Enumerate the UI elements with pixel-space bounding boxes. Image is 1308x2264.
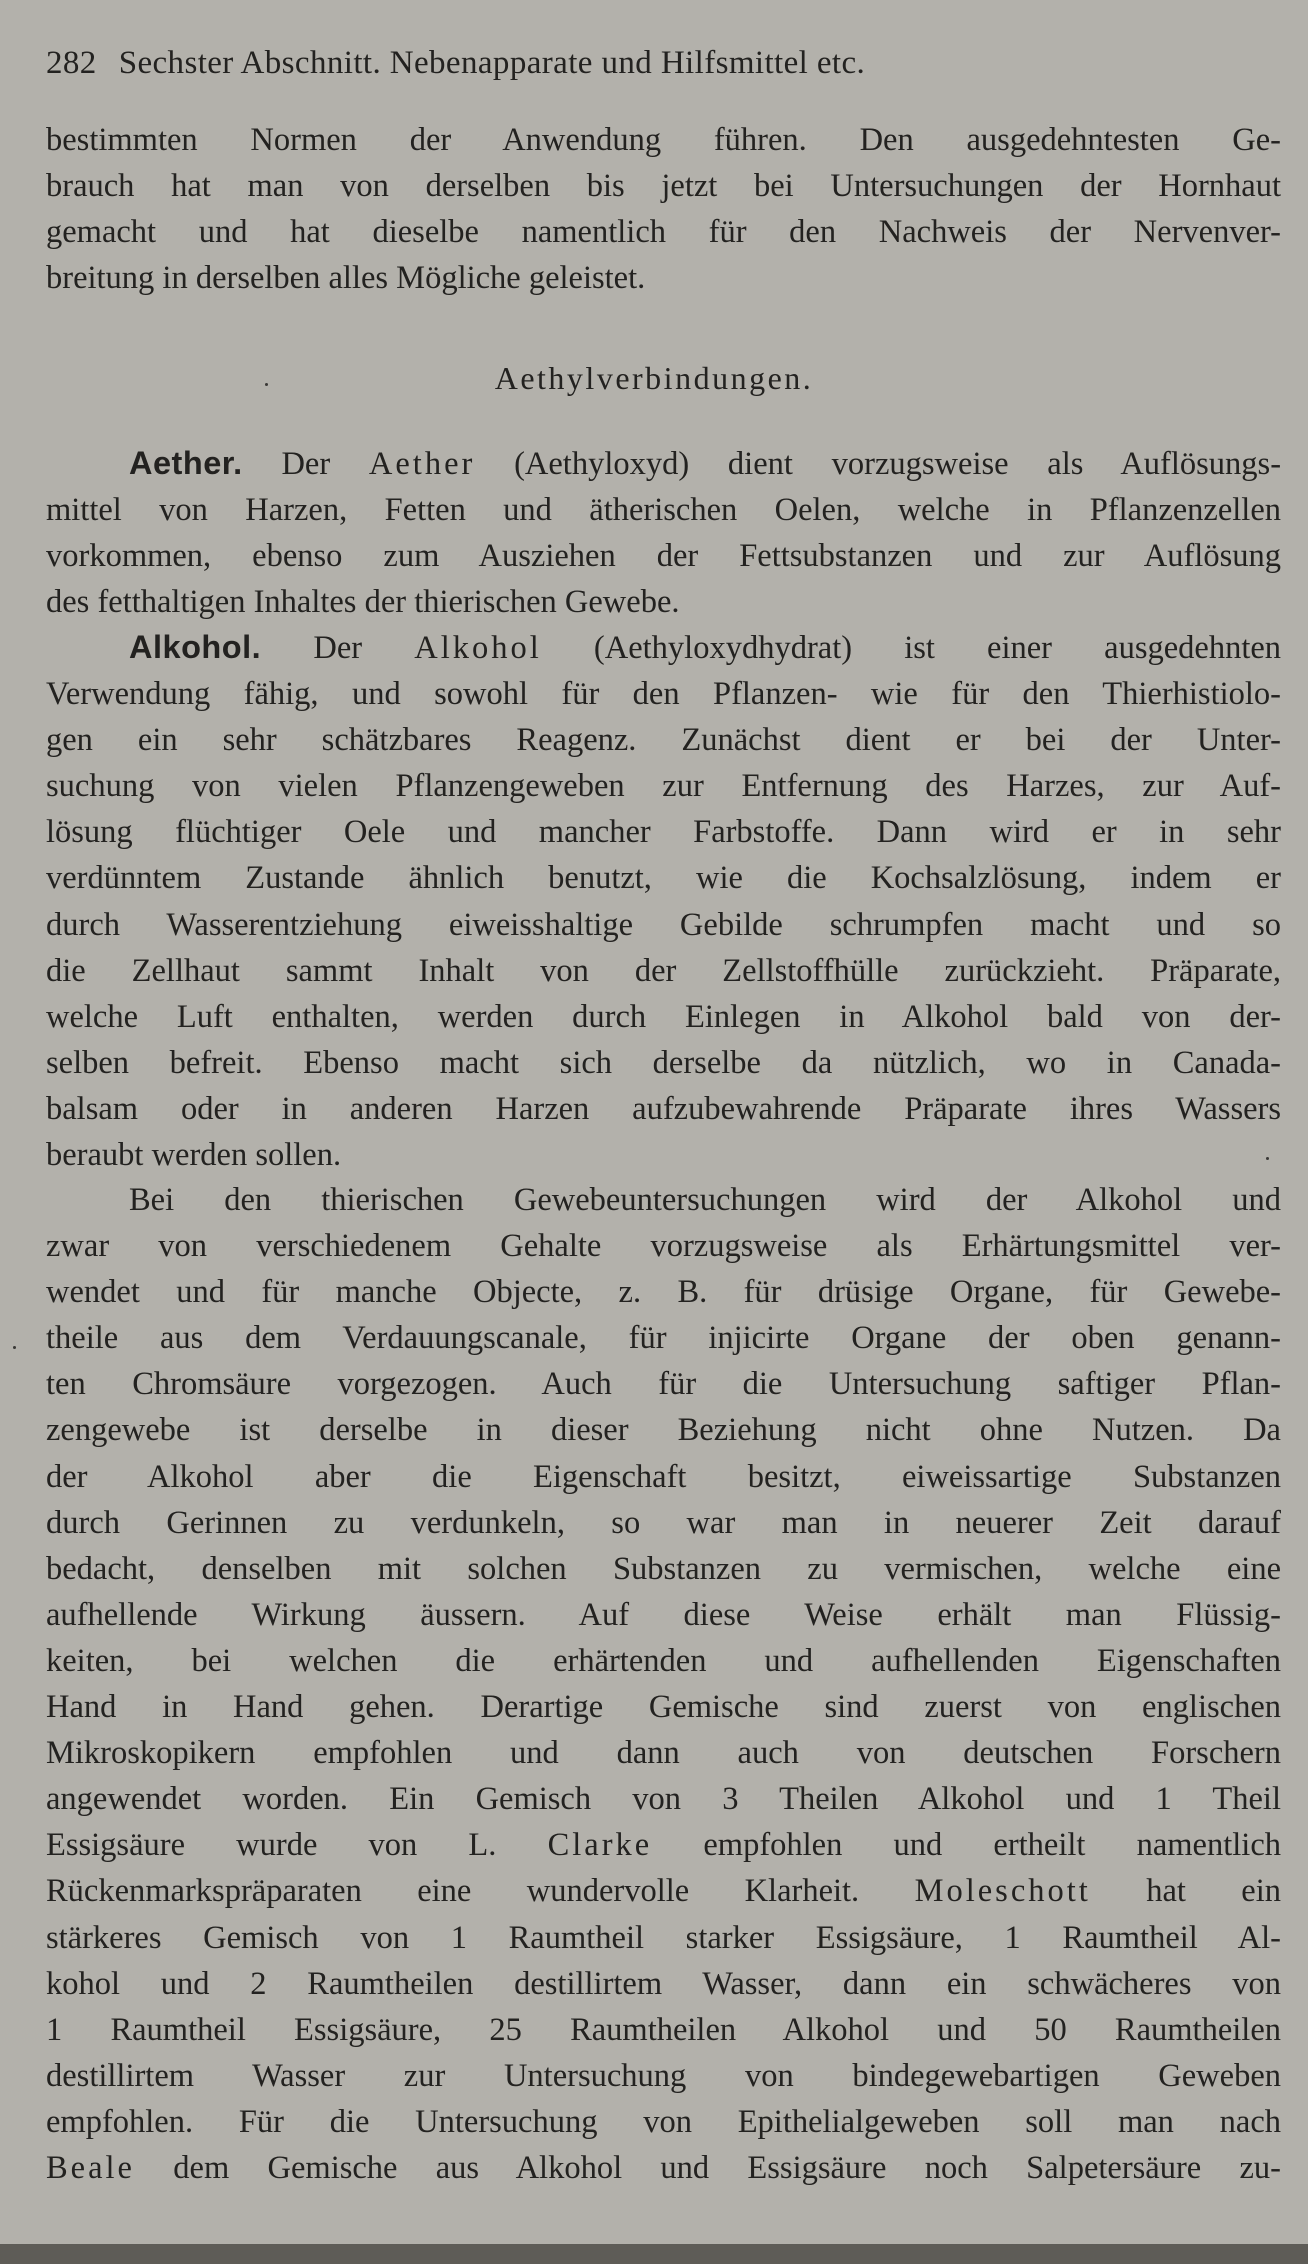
text-line: des fetthaltigen Inhaltes der thierischen Gewebe. [46, 584, 680, 621]
text-line: Bei den thierischen Gewebeuntersuchungen wird der Alkohol und [129, 1182, 1281, 1218]
text-line: Aether. Der Aether (Aethyloxyd) dient vorzugsweise als Auflösungs- [129, 445, 1282, 482]
text-line: verdünntem Zustande ähnlich benutzt, wie die Kochsalzlösung, indem er [46, 860, 1281, 897]
thierisch-paragraph [46, 1177, 1281, 2191]
text-line: Rückenmarkspräparaten eine wundervolle Klarheit. Moleschott hat ein [46, 1873, 1281, 1910]
intro-paragraph [46, 117, 1281, 301]
text-line: destillirtem Wasser zur Untersuchung von bindegewebartigen Geweben [46, 2057, 1281, 2094]
text-line: aufhellende Wirkung äussern. Auf diese Weise erhält man Flüssig- [46, 1596, 1281, 1633]
text-line: ten Chromsäure vorgezogen. Auch für die Untersuchung saftiger Pflan- [46, 1366, 1281, 1403]
text-line: die Zellhaut sammt Inhalt von der Zellstoffhülle zurückzieht. Präparate, [46, 952, 1281, 989]
text-line: der Alkohol aber die Eigenschaft besitzt, eiweissartige Substanzen [46, 1458, 1281, 1495]
print-speck [13, 1346, 16, 1349]
print-speck [265, 383, 268, 386]
text-line: Verwendung fähig, und sowohl für den Pflanzen- wie für den Thierhistiolo- [46, 676, 1281, 713]
running-title: Sechster Abschnitt. Nebenapparate und Hilfsmittel etc. [118, 45, 866, 81]
text-line: durch Gerinnen zu verdunkeln, so war man in neuerer Zeit darauf [46, 1504, 1281, 1541]
text-line: suchung von vielen Pflanzengeweben zur Entfernung des Harzes, zur Auf- [46, 768, 1281, 805]
print-speck [1266, 1157, 1269, 1160]
section-heading: Aethylverbindungen. [494, 360, 814, 396]
text-line: Mikroskopikern empfohlen und dann auch von deutschen Forschern [46, 1735, 1281, 1772]
text-line: Beale dem Gemische aus Alkohol und Essigsäure noch Salpetersäure zu- [46, 2149, 1281, 2186]
page-bottom-edge [0, 2244, 1308, 2264]
text-line: gemacht und hat dieselbe namentlich für den Nachweis der Nervenver- [46, 214, 1281, 251]
text-line: theile aus dem Verdauungscanale, für injicirte Organe der oben genann- [46, 1320, 1281, 1357]
term-aether: Aether. [129, 445, 243, 481]
text-line: angewendet worden. Ein Gemisch von 3 Theilen Alkohol und 1 Theil [46, 1781, 1281, 1818]
text-line: gen ein sehr schätzbares Reagenz. Zunächst dient er bei der Unter- [46, 722, 1281, 759]
aether-paragraph [46, 440, 1281, 625]
text-line: empfohlen. Für die Untersuchung von Epithelialgeweben soll man nach [46, 2103, 1281, 2140]
text-line: Essigsäure wurde von L. Clarke empfohlen und ertheilt namentlich [46, 1827, 1281, 1864]
alkohol-paragraph [46, 624, 1281, 1178]
spaced-term: Alkohol [414, 630, 542, 666]
text-line: zwar von verschiedenem Gehalte vorzugsweise als Erhärtungsmittel ver- [46, 1228, 1281, 1265]
text-line: lösung flüchtiger Oele und mancher Farbstoffe. Dann wird er in sehr [46, 814, 1281, 851]
text-line: vorkommen, ebenso zum Ausziehen der Fettsubstanzen und zur Auflösung [46, 538, 1281, 575]
text-line: mittel von Harzen, Fetten und ätherischen Oelen, welche in Pflanzenzellen [46, 492, 1281, 529]
term-alkohol: Alkohol. [129, 629, 262, 665]
text-line: balsam oder in anderen Harzen aufzubewahrende Präparate ihres Wassers [46, 1090, 1281, 1127]
text-line: bestimmten Normen der Anwendung führen. Den ausgedehntesten Ge- [46, 122, 1281, 158]
page-number: 282 [46, 45, 97, 81]
text-line: zengewebe ist derselbe in dieser Beziehung nicht ohne Nutzen. Da [46, 1412, 1281, 1449]
running-head [46, 42, 1281, 84]
author-name: Clarke [547, 1827, 653, 1864]
text-line: wendet und für manche Objecte, z. B. für drüsige Organe, für Gewebe- [46, 1274, 1281, 1311]
text-line: stärkeres Gemisch von 1 Raumtheil starker Essigsäure, 1 Raumtheil Al- [46, 1919, 1281, 1956]
text-line: 1 Raumtheil Essigsäure, 25 Raumtheilen Alkohol und 50 Raumtheilen [46, 2011, 1281, 2048]
text-line: durch Wasserentziehung eiweisshaltige Gebilde schrumpfen macht und so [46, 906, 1281, 943]
text-line: beraubt werden sollen. [46, 1137, 342, 1174]
text-line: selben befreit. Ebenso macht sich derselbe da nützlich, wo in Canada- [46, 1044, 1281, 1081]
text-line: Hand in Hand gehen. Derartige Gemische sind zuerst von englischen [46, 1689, 1281, 1726]
text-line: breitung in derselben alles Mögliche geleistet. [46, 260, 646, 297]
text-line: welche Luft enthalten, werden durch Einlegen in Alkohol bald von der- [46, 998, 1281, 1035]
author-name: Beale [46, 2149, 135, 2186]
text-line: brauch hat man von derselben bis jetzt bei Untersuchungen der Hornhaut [46, 168, 1281, 205]
text-line: keiten, bei welchen die erhärtenden und aufhellenden Eigenschaften [46, 1642, 1281, 1679]
text-line: kohol und 2 Raumtheilen destillirtem Wasser, dann ein schwächeres von [46, 1965, 1281, 2002]
text-line: bedacht, denselben mit solchen Substanzen zu vermischen, welche eine [46, 1550, 1281, 1587]
spaced-term: Aether [368, 446, 476, 482]
text-line: Alkohol. Der Alkohol (Aethyloxydhydrat) ist einer ausgedehnten [129, 629, 1282, 666]
author-name: Moleschott [914, 1873, 1091, 1910]
